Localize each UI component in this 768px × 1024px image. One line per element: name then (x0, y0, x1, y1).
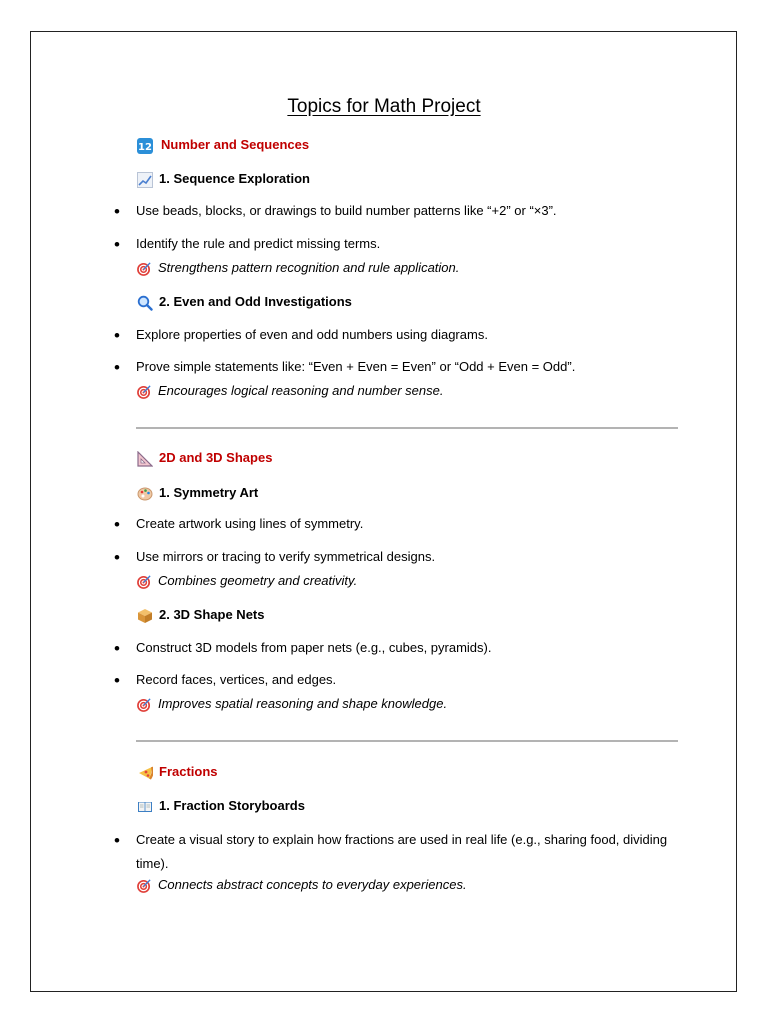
triangular-ruler-icon (137, 451, 153, 467)
topic-note-text: Improves spatial reasoning and shape knowledge. (158, 696, 448, 711)
target-icon (137, 697, 152, 712)
topic-title-3d-nets (137, 607, 265, 624)
section-heading-label: Number and Sequences (161, 137, 310, 152)
topic-note-text: Combines geometry and creativity. (158, 573, 358, 588)
topic-title-symmetry-art (137, 485, 258, 502)
svg-text:12: 12 (138, 141, 152, 153)
topic-note (137, 573, 357, 589)
bullet-text: Create a visual story to explain how fractions are used in real life (e.g., sharing food, dividing time). (136, 832, 668, 871)
bullet-marker: • (114, 326, 120, 345)
bullet-text: Construct 3D models from paper nets (e.g., cubes, pyramids). (136, 640, 492, 655)
section-heading-number-sequences (137, 137, 309, 154)
topic-title-label: 1. Symmetry Art (159, 485, 259, 500)
topic-note (137, 383, 443, 399)
topic-title-label: 1. Sequence Exploration (159, 171, 310, 186)
topic-title-fraction-storyboards (137, 798, 305, 815)
section-divider (136, 427, 678, 429)
section-heading-label: Fractions (159, 764, 218, 779)
bullet-marker: • (114, 358, 120, 377)
section-heading-fractions (137, 764, 218, 781)
target-icon (137, 261, 152, 276)
bullet-text: Explore properties of even and odd numbers using diagrams. (136, 327, 488, 342)
topic-title-label: 2. Even and Odd Investigations (159, 294, 352, 309)
bullet-text: Prove simple statements like: “Even + Even = Even” or “Odd + Even = Odd”. (136, 359, 576, 374)
section-divider (136, 740, 678, 742)
page-title: Topics for Math Project (287, 96, 481, 117)
bullet-marker: • (114, 548, 120, 567)
topic-title-label: 2. 3D Shape Nets (159, 607, 265, 622)
magnifying-glass-icon (137, 295, 153, 311)
topic-title-sequence-exploration (137, 171, 310, 188)
topic-title-even-odd (137, 294, 352, 311)
input-numbers-icon (137, 138, 153, 154)
bullet-marker: • (114, 202, 120, 221)
topic-note-text: Strengthens pattern recognition and rule application. (158, 260, 460, 275)
bullet-text: Record faces, vertices, and edges. (136, 672, 337, 687)
target-icon (137, 878, 152, 893)
bullet-text: Identify the rule and predict missing terms. (136, 236, 381, 251)
bullet-text: Use mirrors or tracing to verify symmetrical designs. (136, 549, 436, 564)
bullet-marker: • (114, 515, 120, 534)
bullet-text: Create artwork using lines of symmetry. (136, 516, 364, 531)
bullet-marker: • (114, 639, 120, 658)
pizza-slice-icon (137, 765, 153, 781)
target-icon (137, 384, 152, 399)
topic-note-text: Connects abstract concepts to everyday experiences. (158, 877, 467, 892)
chart-increasing-icon (137, 172, 153, 188)
bullet-marker: • (114, 831, 120, 850)
topic-title-label: 1. Fraction Storyboards (159, 798, 305, 813)
topic-note (137, 696, 447, 712)
topic-note (137, 877, 467, 893)
topic-note (137, 260, 459, 276)
section-heading-label: 2D and 3D Shapes (159, 450, 273, 465)
bullet-marker: • (114, 671, 120, 690)
bullet-marker: • (114, 235, 120, 254)
open-book-icon (137, 799, 153, 815)
topic-note-text: Encourages logical reasoning and number sense. (158, 383, 444, 398)
package-box-icon (137, 608, 153, 624)
artist-palette-icon (137, 486, 153, 502)
bullet-text: Use beads, blocks, or drawings to build number patterns like “+2” or “×3”. (136, 203, 557, 218)
section-heading-shapes (137, 450, 272, 467)
target-icon (137, 574, 152, 589)
